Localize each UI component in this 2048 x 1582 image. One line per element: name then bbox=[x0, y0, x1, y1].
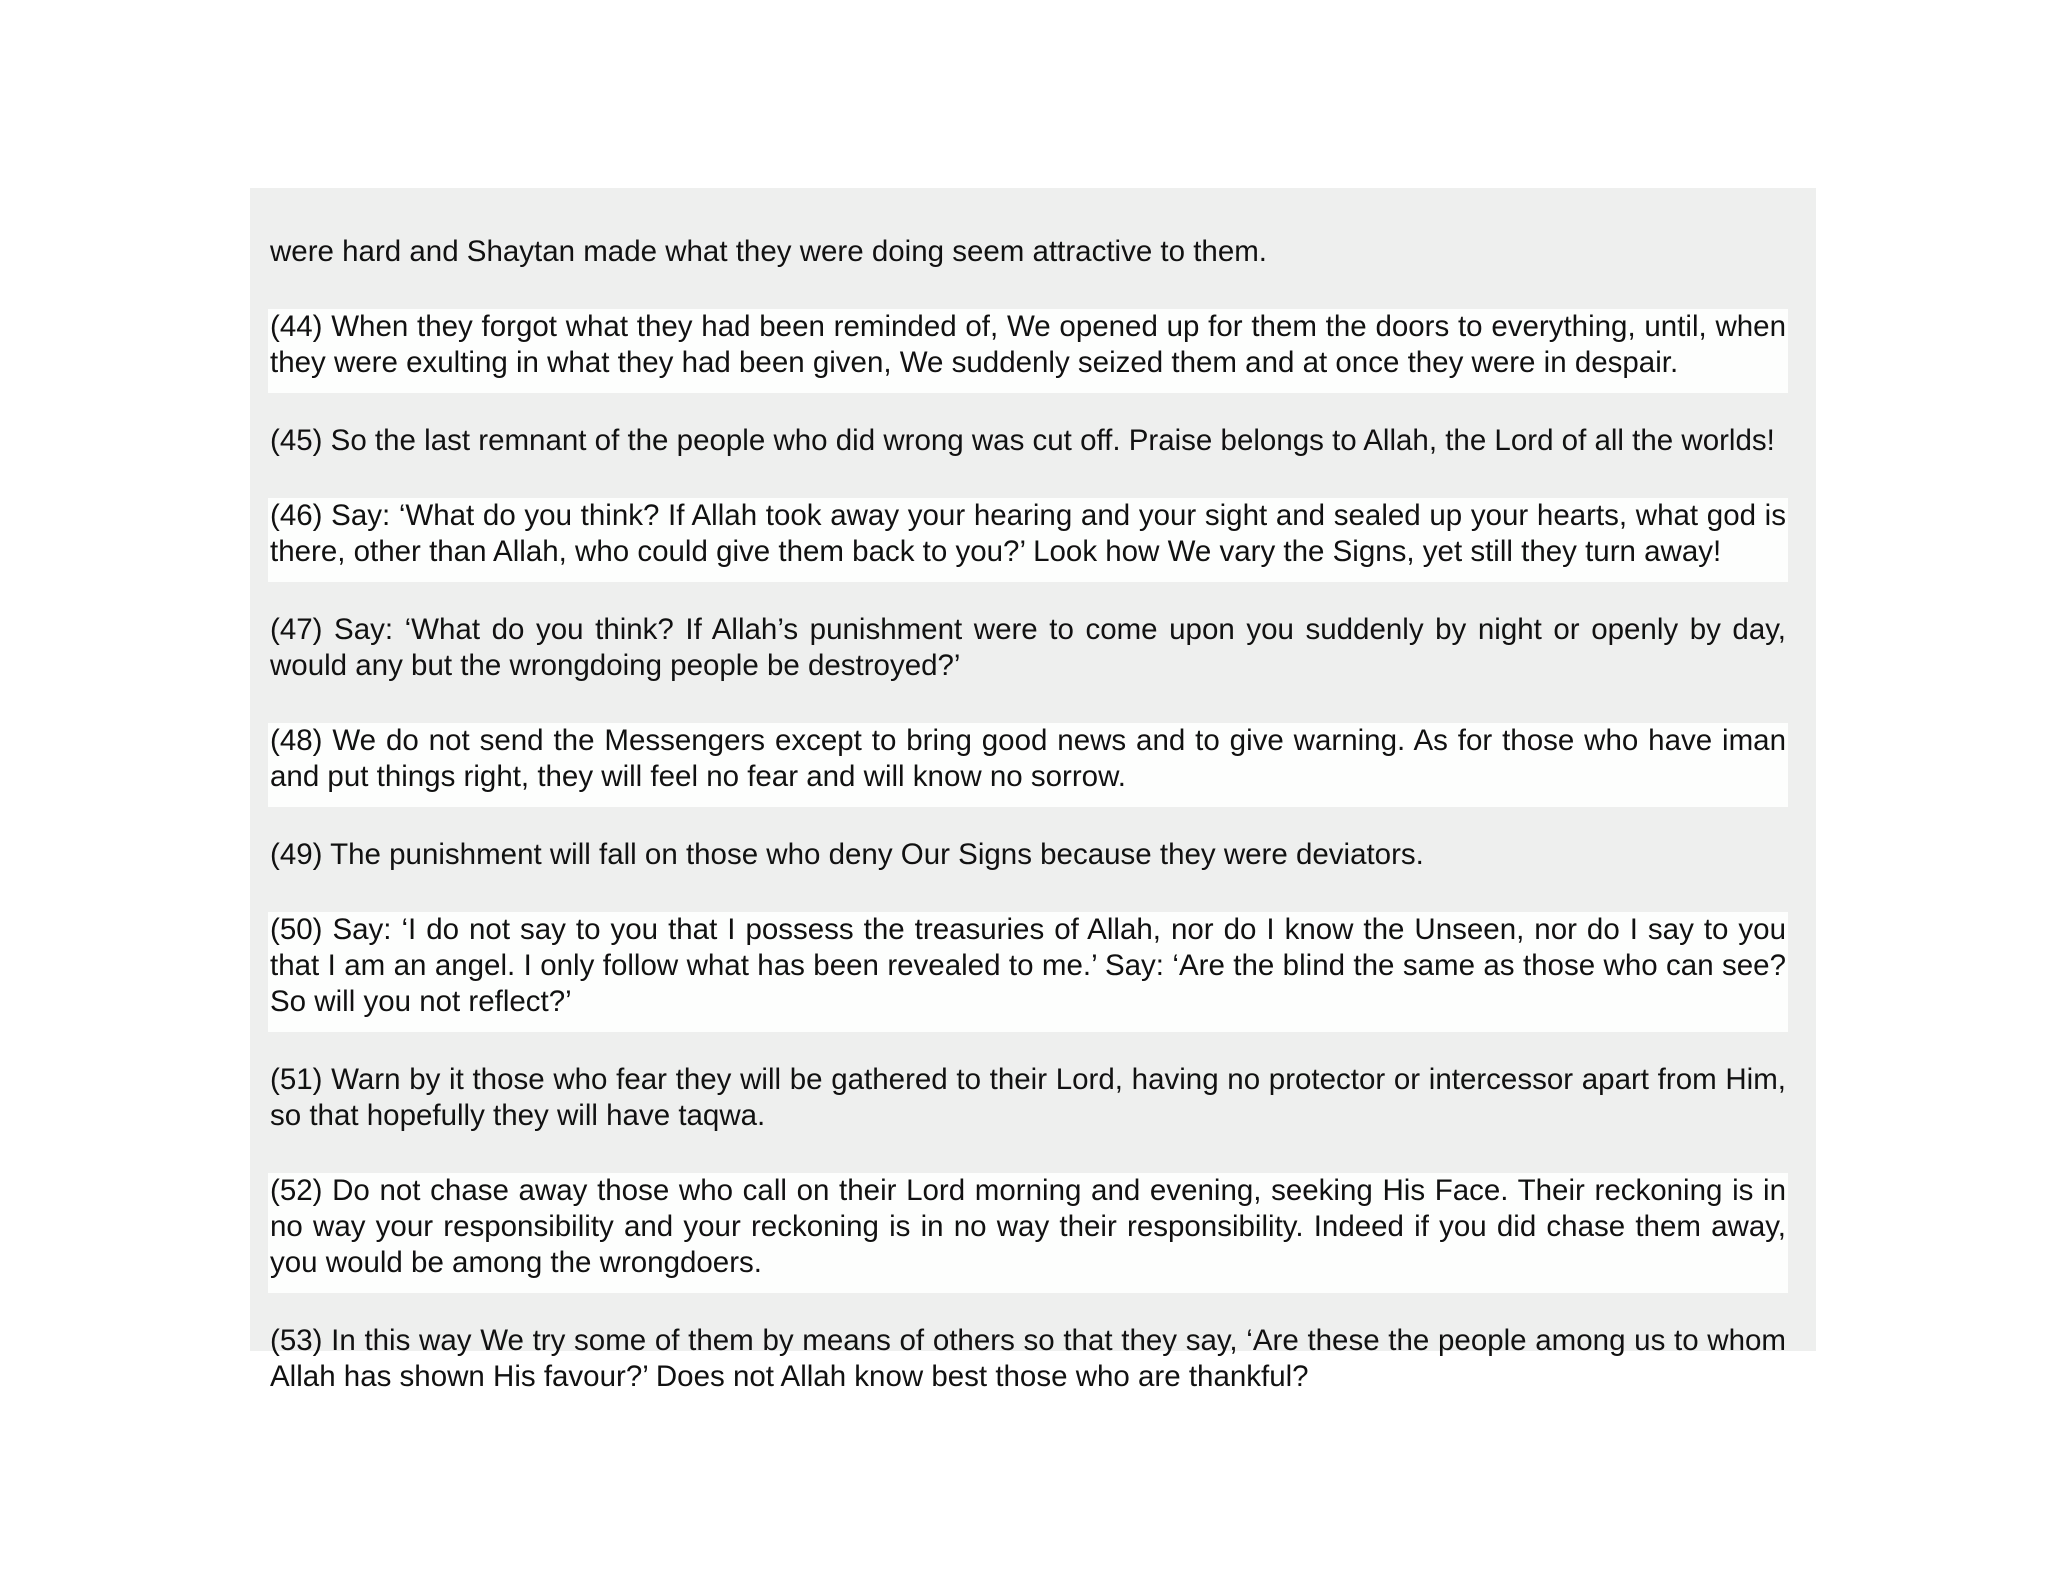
verse-51: (51) Warn by it those who fear they will be gathered to their Lord, having no protector or intercessor apart from Him, so that hopefully they will have taqwa. bbox=[270, 1062, 1786, 1132]
document-panel bbox=[250, 188, 1816, 1393]
verse-50: (50) Say: ‘I do not say to you that I possess the treasuries of Allah, nor do I know the Unseen, nor do I say to you that I am an angel. I only follow what has been revealed to me.’ Say: ‘Are the blind the same as those who can see? So will you not reflect?’ bbox=[268, 912, 1788, 1032]
verse-43-continuation: were hard and Shaytan made what they were doing seem attractive to them. bbox=[270, 234, 1267, 268]
verse-46: (46) Say: ‘What do you think? If Allah took away your hearing and your sight and sealed up your hearts, what god is there, other than Allah, who could give them back to you?’ Look how We vary the Signs, yet still they turn away! bbox=[268, 498, 1788, 582]
verse-53: (53) In this way We try some of them by means of others so that they say, ‘Are these the people among us to whom Allah has shown His favour?’ Does not Allah know best those who are thankful? bbox=[270, 1323, 1786, 1393]
verse-48: (48) We do not send the Messengers except to bring good news and to give warning. As for those who have iman and put things right, they will feel no fear and will know no sorrow. bbox=[268, 723, 1788, 807]
verse-47: (47) Say: ‘What do you think? If Allah’s punishment were to come upon you suddenly by night or openly by day, would any but the wrongdoing people be destroyed?’ bbox=[270, 612, 1786, 682]
verse-44: (44) When they forgot what they had been reminded of, We opened up for them the doors to everything, until, when they were exulting in what they had been given, We suddenly seized them and at once they were in despair. bbox=[268, 309, 1788, 393]
verse-45: (45) So the last remnant of the people who did wrong was cut off. Praise belongs to Allah, the Lord of all the worlds! bbox=[270, 423, 1775, 457]
verse-52: (52) Do not chase away those who call on their Lord morning and evening, seeking His Face. Their reckoning is in no way your responsibility and your reckoning is in no way their responsibility. Indeed if you did chase them away, you would be among the wrongdoers. bbox=[268, 1173, 1788, 1293]
verse-49: (49) The punishment will fall on those who deny Our Signs because they were deviators. bbox=[270, 837, 1424, 871]
